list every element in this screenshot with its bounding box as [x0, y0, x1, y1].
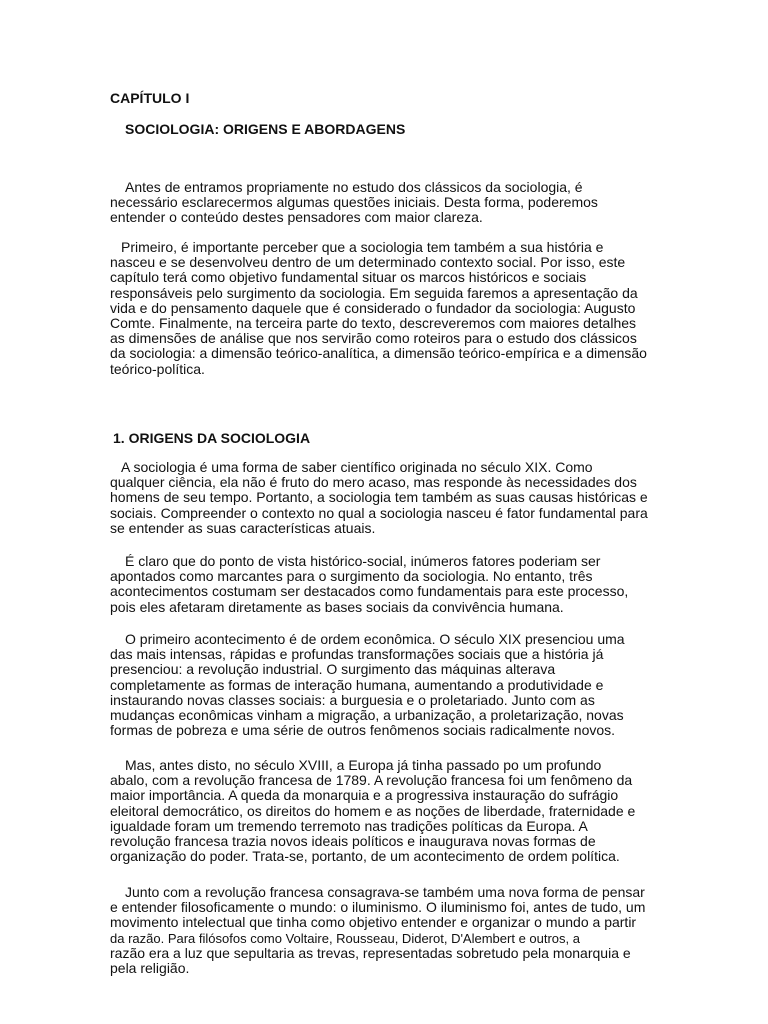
text-line: Antes de entramos propriamente no estudo dos clássicos da sociologia, é	[125, 179, 583, 195]
text-line: Comte. Finalmente, na terceira parte do texto, descreveremos com maiores detalhes	[110, 315, 637, 332]
paragraph-factors	[110, 554, 662, 615]
text-line: Junto com a revolução francesa consagrava-se também uma nova forma de pensar	[125, 884, 645, 900]
text-line: qualquer ciência, ela não é fruto do mero acaso, mas responde às necessidades dos	[110, 474, 637, 491]
text-line: da sociologia: a dimensão teórico-analítica, a dimensão teórico-empírica e a dimensão	[110, 345, 647, 362]
paragraph-origins	[110, 460, 662, 536]
text-line: teórico-política.	[110, 360, 205, 377]
text-line: as dimensões de análise que nos servirão como roteiros para o estudo dos clássicos	[110, 330, 637, 347]
text-line: movimento intelectual que tinha como objetivo entender e organizar o mundo a partir	[110, 914, 637, 931]
chapter-label: CAPÍTULO I	[110, 90, 190, 106]
text-line: A sociologia é uma forma de saber científico originada no século XIX. Como	[121, 459, 593, 475]
chapter-title: SOCIOLOGIA: ORIGENS E ABORDAGENS	[125, 121, 406, 137]
text-line: O primeiro acontecimento é de ordem econômica. O século XIX presenciou uma	[125, 631, 625, 647]
text-line: pela religião.	[110, 960, 190, 977]
text-line: entender o conteúdo destes pensadores com maior clareza.	[110, 209, 483, 226]
text-line: apontados como marcantes para o surgimento da sociologia. No entanto, três	[110, 568, 593, 585]
text-line: Mas, antes disto, no século XVIII, a Europa já tinha passado po um profundo	[125, 757, 602, 773]
text-line: completamente as formas de interação humana, aumentando a produtividade e	[110, 676, 604, 693]
text-line: mudanças econômicas vinham a migração, a urbanização, a proletarização, novas	[110, 707, 624, 724]
text-line: se entender as suas características atuais.	[110, 519, 376, 536]
text-line: da razão. Para filósofos como Voltaire, Rousseau, Diderot, D'Alembert e outros, a	[110, 930, 580, 946]
paragraph-french-revolution	[110, 758, 662, 864]
text-line: nasceu e se desenvolveu dentro de um determinado contexto social. Por isso, este	[110, 254, 626, 271]
text-line: razão era a luz que sepultaria as trevas, representadas sobretudo pela monarquia e	[110, 944, 631, 961]
text-line: É claro que do ponto de vista histórico-social, inúmeros fatores poderiam ser	[125, 553, 601, 569]
text-line: das mais intensas, rápidas e profundas transformações sociais que a história já	[110, 646, 604, 663]
paragraph-enlightenment	[110, 885, 662, 976]
text-line: homens de seu tempo. Portanto, a sociologia tem também as suas causas históricas e	[110, 489, 648, 506]
text-line: responsáveis pelo surgimento da sociologia. Em seguida faremos a apresentação da	[110, 284, 638, 301]
text-line: Primeiro, é importante perceber que a sociologia tem também a sua história e	[121, 239, 604, 255]
text-line: formas de pobreza e uma série de outros fenômenos sociais radicalmente novos.	[110, 722, 616, 739]
text-line: sociais. Compreender o contexto no qual a sociologia nasceu é fator fundamental para	[110, 504, 648, 521]
text-line: revolução francesa trazia novos ideais políticos e inaugurava novas formas de	[110, 833, 596, 850]
text-line: organização do poder. Trata-se, portanto, de um acontecimento de ordem política.	[110, 848, 620, 865]
text-line: presenciou: a revolução industrial. O surgimento das máquinas alterava	[110, 661, 556, 678]
paragraph-intro	[110, 180, 662, 226]
text-line: e entender filosoficamente o mundo: o iluminismo. O iluminismo foi, antes de tudo, um	[110, 899, 646, 916]
paragraph-objectives	[110, 240, 662, 377]
text-line: eleitoral democrático, os direitos do homem e as noções de liberdade, fraternidade e	[110, 802, 636, 819]
text-line: maior importância. A queda da monarquia e a progressiva instauração do sufrágio	[110, 787, 619, 804]
paragraph-industrial-revolution	[110, 632, 662, 738]
text-line: igualdade foram um tremendo terremoto nas tradições políticas da Europa. A	[110, 817, 588, 834]
text-line: acontecimentos costumam ser destacados como fundamentais para este processo,	[110, 583, 629, 600]
text-line: instaurando novas classes sociais: a burguesia e o proletariado. Junto com as	[110, 691, 595, 708]
text-line: capítulo terá como objetivo fundamental situar os marcos históricos e sociais	[110, 269, 587, 286]
text-line: abalo, com a revolução francesa de 1789. A revolução francesa foi um fenômeno da	[110, 772, 633, 789]
section-title: 1. ORIGENS DA SOCIOLOGIA	[113, 430, 311, 446]
text-line: vida e do pensamento daquele que é considerado o fundador da sociologia: Augusto	[110, 299, 636, 316]
text-line: pois eles afetaram diretamente as bases sociais da convivência humana.	[110, 598, 564, 615]
text-line: necessário esclarecermos algumas questões iniciais. Desta forma, poderemos	[110, 194, 598, 211]
